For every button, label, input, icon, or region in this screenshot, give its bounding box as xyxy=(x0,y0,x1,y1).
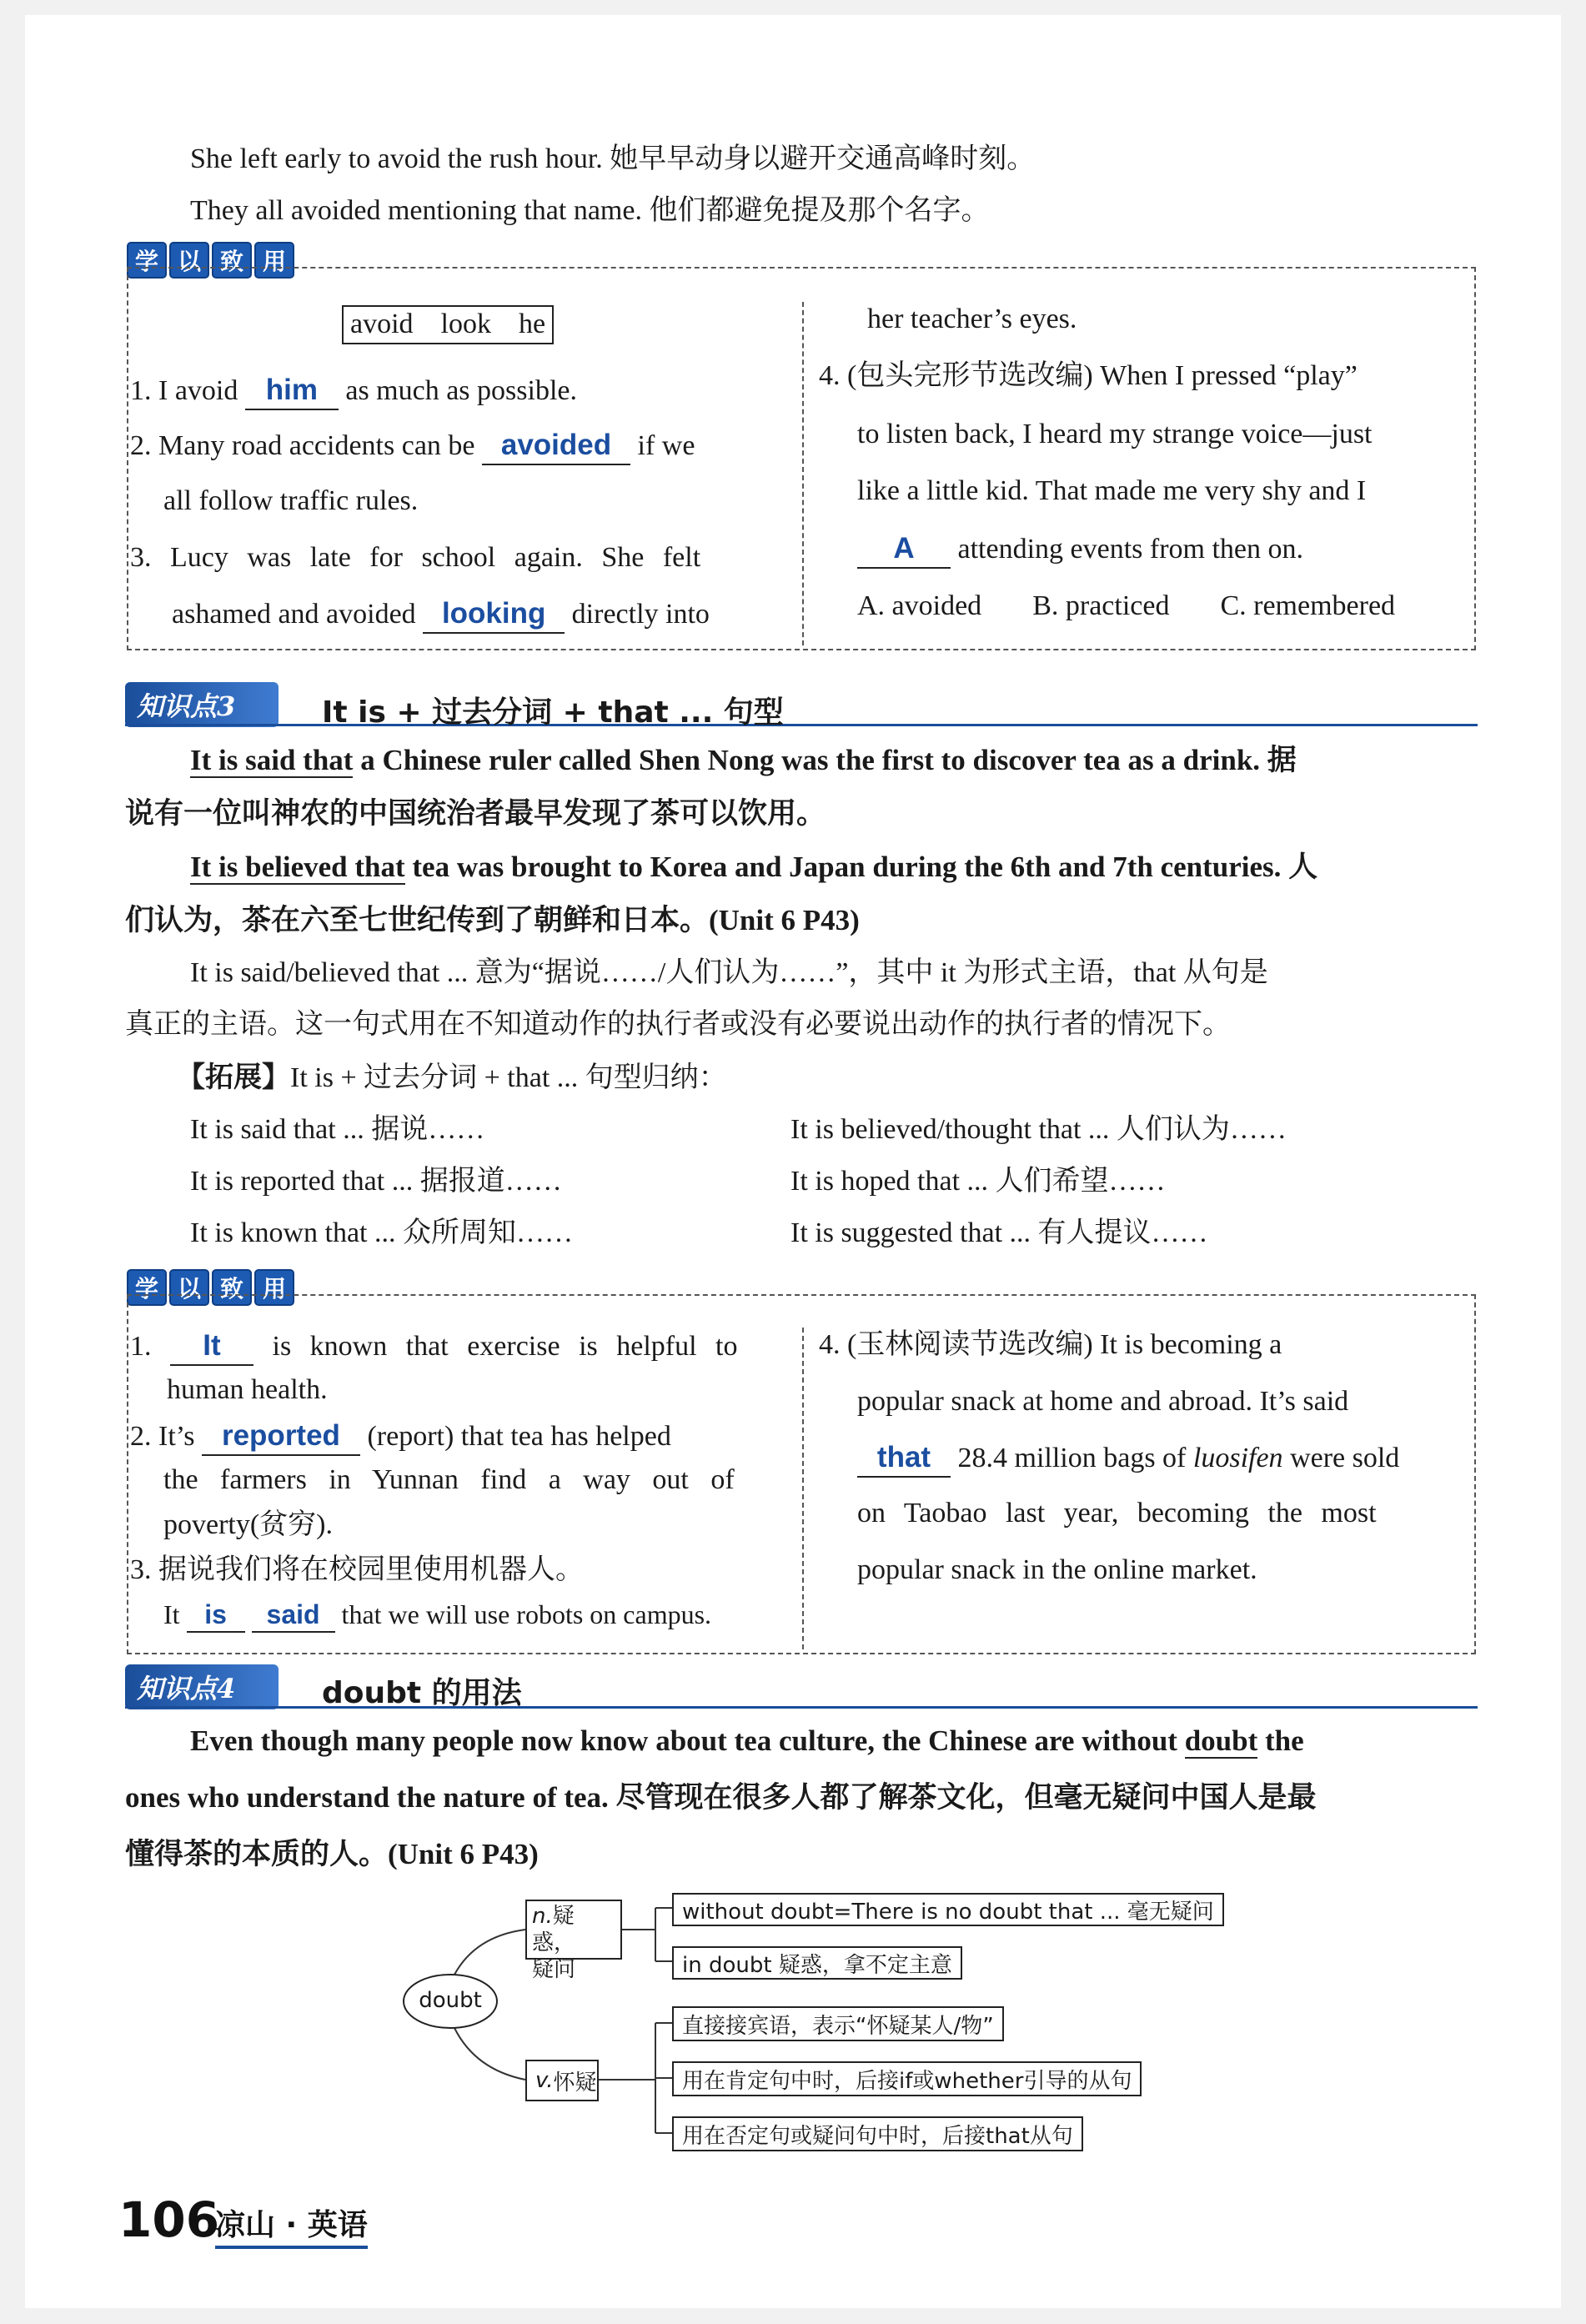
mindmap-noun-item-2: in doubt 疑惑，拿不定主意 xyxy=(672,1946,962,1980)
option-b[interactable]: B. practiced xyxy=(1032,590,1170,621)
pattern-said: It is said that ... 据说…… xyxy=(190,1114,485,1145)
ex1-q2-answer[interactable]: avoided xyxy=(482,427,630,465)
mindmap-verb-item-1: 直接接宾语，表示“怀疑某人/物” xyxy=(672,2006,1004,2041)
mindmap-noun-item-1: without doubt=There is no doubt that ... 毫无疑问 xyxy=(672,1893,1224,1926)
kp3-extension: 【拓展】It is + 过去分词 + that ... 句型归纳： xyxy=(177,1062,727,1093)
ex1-q1: 1. I avoid him as much as possible. xyxy=(130,372,577,410)
option-c[interactable]: C. remembered xyxy=(1220,590,1396,621)
ex1-right-line0: her teacher’s eyes. xyxy=(867,304,1077,334)
exercise-tag-2: 学 以 致 用 xyxy=(127,1269,294,1306)
mindmap-noun-node: n.疑惑， 疑问 xyxy=(525,1900,622,1960)
ex2-q1: 1. It is known that exercise is helpful to xyxy=(130,1328,738,1366)
mindmap-verb-item-2: 用在肯定句中时，后接if或whether引导的从句 xyxy=(672,2061,1142,2096)
pattern-known: It is known that ... 众所周知…… xyxy=(190,1217,573,1248)
ex1-q4-line3: like a little kid. That made me very shy and I xyxy=(857,475,1367,506)
book-title: 凉山 · 英语 xyxy=(215,2201,368,2249)
kp3-example-2: It is believed that tea was brought to Korea and Japan during the 6th and 7th centuries. 人 xyxy=(190,851,1318,883)
ex1-q4-line2: to listen back, I heard my strange voice—just xyxy=(857,419,1373,449)
ex2-q2-line3: poverty(贫穷). xyxy=(163,1509,334,1540)
kp3-explanation-1: It is said/believed that ... 意为“据说……/人们认为……”，其中 it 为形式主语，that 从句是 xyxy=(190,957,1268,988)
ex2-q1-answer[interactable]: It xyxy=(170,1328,253,1366)
ex2-q4-line3: that 28.4 million bags of luosifen were sold xyxy=(857,1439,1399,1478)
pattern-believed: It is believed/thought that ... 人们认为…… xyxy=(790,1114,1287,1145)
ex1-q3-answer[interactable]: looking xyxy=(423,595,565,634)
pattern-hoped: It is hoped that ... 人们希望…… xyxy=(790,1166,1166,1197)
ex2-q3-line2: It is said that we will use robots on campus. xyxy=(163,1598,711,1633)
ex2-q4-line1: 4. (玉林阅读节选改编) It is becoming a xyxy=(819,1329,1282,1360)
kp4-title: doubt 的用法 xyxy=(322,1676,522,1710)
knowledge-point-3-badge: 知识点3 xyxy=(125,682,279,727)
ex1-q3-line1: 3. Lucy was late for school again. She felt xyxy=(130,542,701,573)
ex2-q3-answer-1[interactable]: is xyxy=(187,1598,245,1633)
pattern-reported: It is reported that ... 据报道…… xyxy=(190,1166,562,1197)
page-number: 106 xyxy=(118,2191,220,2248)
ex2-q2-line2: the farmers in Yunnan find a way out of xyxy=(163,1464,735,1495)
mindmap-root: doubt xyxy=(419,1988,482,2013)
ex2-q4-line5: popular snack in the online market. xyxy=(857,1554,1257,1585)
ex1-q2-line2: all follow traffic rules. xyxy=(163,485,419,516)
kp3-example-2-line2: 们认为，茶在六至七世纪传到了朝鲜和日本。(Unit 6 P43) xyxy=(125,904,860,936)
kp4-example-line1: Even though many people now know about tea culture, the Chinese are without doubt the xyxy=(190,1724,1304,1757)
knowledge-point-4-badge: 知识点4 xyxy=(125,1664,279,1709)
ex2-q3: 3. 据说我们将在校园里使用机器人。 xyxy=(130,1554,584,1585)
ex1-q1-answer[interactable]: him xyxy=(245,372,339,410)
ex1-q4-line4: A attending events from then on. xyxy=(857,530,1303,569)
kp3-example-1: It is said that a Chinese ruler called Shen Nong was the first to discover tea as a drink. 据 xyxy=(190,744,1297,776)
ex2-q4-line2: popular snack at home and abroad. It’s said xyxy=(857,1386,1349,1417)
mindmap-verb-node: v. 怀疑 xyxy=(525,2060,599,2101)
ex1-q4-line1: 4. (包头完形节选改编) When I pressed “play” xyxy=(819,360,1358,391)
ex2-q2-answer[interactable]: reported xyxy=(202,1418,360,1456)
ex2-q4-answer[interactable]: that xyxy=(857,1439,951,1478)
kp4-example-line3: 懂得茶的本质的人。(Unit 6 P43) xyxy=(125,1838,539,1870)
kp3-example-1-line2: 说有一位叫神农的中国统治者最早发现了茶可以饮用。 xyxy=(125,797,826,830)
ex2-q4-line4: on Taobao last year, becoming the most xyxy=(857,1498,1377,1528)
ex2-q1-line2: human health. xyxy=(167,1374,328,1405)
kp3-explanation-2: 真正的主语。这一句式用在不知道动作的执行者或没有必要说出动作的执行者的情况下。 xyxy=(125,1009,1231,1040)
pattern-suggested: It is suggested that ... 有人提议…… xyxy=(790,1217,1208,1248)
kp3-title: It is + 过去分词 + that ... 句型 xyxy=(322,695,784,730)
intro-line-2: They all avoided mentioning that name. 他们都避免提及那个名字。 xyxy=(190,195,990,226)
ex1-q2: 2. Many road accidents can be avoided if we xyxy=(130,427,695,465)
exercise-tag-1: 学 以 致 用 xyxy=(127,242,294,279)
ex2-q3-answer-2[interactable]: said xyxy=(252,1598,335,1633)
mindmap-verb-item-3: 用在否定句或疑问句中时，后接that从句 xyxy=(672,2116,1083,2151)
ex1-q3-line2: ashamed and avoided looking directly into xyxy=(172,595,710,634)
intro-line-1: She left early to avoid the rush hour. 她早早动身以避开交通高峰时刻。 xyxy=(190,143,1036,174)
option-a[interactable]: A. avoided xyxy=(857,590,982,621)
ex2-q2: 2. It’s reported (report) that tea has helped xyxy=(130,1418,671,1456)
ex1-q4-answer[interactable]: A xyxy=(857,530,951,569)
kp4-example-line2: ones who understand the nature of tea. 尽管现在很多人都了解茶文化，但毫无疑问中国人是最 xyxy=(125,1781,1317,1814)
word-box: avoid look he xyxy=(342,305,554,344)
